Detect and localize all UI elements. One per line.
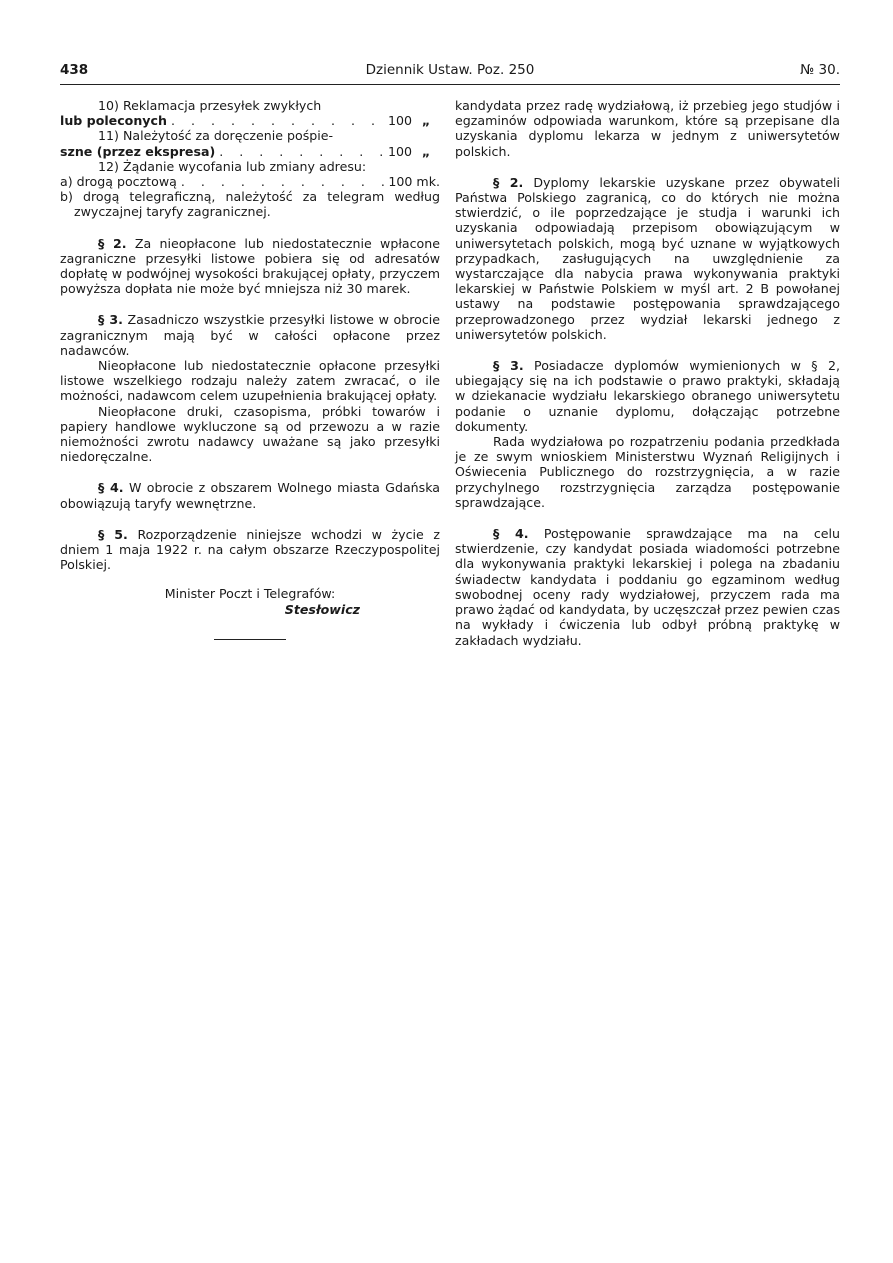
item12-a-amount: 100 mk.: [388, 174, 440, 190]
right-sec4-label: § 4.: [493, 526, 529, 542]
closing-rule: [214, 639, 286, 640]
tariff-item-10: [60, 98, 440, 128]
leader-dots: [219, 144, 384, 159]
left-sec5-label: § 5.: [98, 526, 128, 542]
page-number: 438: [60, 62, 89, 78]
right-sec3-text: Posiadacze dyplomów wymienionych w § 2, ubiegający się na ich podstawie o prawo praktyki, składają w dziekanacie wydziału lekarskiego obranego uniwersytetu podanie o uznanie dyplomu, dołączając potrzebne dokumenty.: [455, 358, 840, 434]
right-column: [455, 98, 840, 648]
left-sec4-paragraph: [60, 480, 440, 510]
item12-a-row: [60, 174, 440, 189]
signature-title: Minister Poczt i Telegrafów:: [164, 586, 336, 602]
left-sec3-paragraph-2: Nieopłacone lub niedostatecznie opłacone przesyłki listowe wszelkiego rodzaju należy zatem zwracać, o ile możności, nadawcom celem uzupełnienia brakującej opłaty.: [60, 358, 440, 404]
left-sec3-paragraph-3: Nieopłacone druki, czasopisma, próbki towarów i papiery handlowe wykluczone są od przewozu a w razie niemożności zwrotu nadawcy uważane są jako przesyłki niedoręczalne.: [60, 403, 440, 465]
item11-amount: 100: [387, 143, 412, 159]
leader-dots: [171, 113, 384, 128]
left-sec5-text: Rozporządzenie niniejsze wchodzi w życie z dniem 1 maja 1922 r. na całym obszarze Rzeczypospolitej Polskiej.: [60, 526, 440, 573]
right-sec2-label: § 2.: [493, 174, 524, 190]
issue-number: № 30.: [800, 62, 840, 78]
item10-label: lub poleconych: [60, 113, 167, 129]
left-sec3-label: § 3.: [98, 312, 123, 328]
tariff-item-12: [60, 159, 440, 220]
left-column: [60, 98, 440, 640]
right-sec2-text: Dyplomy lekarskie uzyskane przez obywateli Państwa Polskiego zagranicą, co do których nie można stwierdzić, o ile poprzedzające je studja i warunki ich uzyskania odpowiadają przepisom obowiązującym w uniwersytetach polskich, mogą być uznane w wyjątkowych przypadkach, zasługujących na uwzględnienie za wystarczające dla nabycia prawa wykonywania praktyki lekarskiej w Państwie Polskiem w myśl art. 2 B powołanej ustawy na podstawie postępowania sprawdzającego przeprowadzonego przez wydział lekarski jednego z uniwersytetów polskich.: [455, 174, 840, 342]
right-sec3-paragraph-2: Rada wydziałowa po rozpatrzeniu podania przedkłada je ze swym wnioskiem Ministerstwu Wyznań Religijnych i Oświecenia Publicznego do rozstrzygnięcia, a w razie przychylnego rozstrzygnięcia zarządza postępowanie sprawdzające.: [455, 434, 840, 510]
journal-title: Dziennik Ustaw. Poz. 250: [365, 62, 535, 78]
left-sec2-text: Za nieopłacone lub niedostatecznie wpłacone zagraniczne przesyłki listowe pobiera się od adresatów dopłatę w podwójnej wysokości brakującej opłaty, przyczem powyższa dopłata nie może być mniejsza niż 30 marek.: [60, 235, 440, 297]
leader-dots: [181, 174, 385, 189]
item11-row: [60, 144, 440, 159]
item10-line1: 10) Reklamacja przesyłek zwykłych: [98, 98, 322, 113]
item12-line1: 12) Żądanie wycofania lub zmiany adresu:: [98, 158, 367, 174]
item10-row: [60, 113, 440, 128]
item12-b-text: b) drogą telegraficzną, należytość za telegram według zwyczajnej taryfy zagranicznej.: [60, 189, 440, 220]
right-sec4-paragraph: [455, 526, 840, 648]
left-sec4-text: W obrocie z obszarem Wolnego miasta Gdańska obowiązują taryfy wewnętrzne.: [60, 480, 440, 511]
item10-amount: 100: [387, 113, 412, 129]
right-sec3-paragraph: [455, 358, 840, 434]
item12-a-label: a) drogą pocztową: [60, 174, 177, 190]
left-sec5-paragraph: [60, 527, 440, 573]
left-sec3-text: Zasadniczo wszystkie przesyłki listowe w obrocie zagranicznym mają być w całości opłacone przez nadawców.: [60, 312, 440, 358]
page-header: [60, 62, 840, 85]
right-sec2-paragraph: [455, 175, 840, 342]
left-sec4-label: § 4.: [98, 480, 124, 496]
left-sec3-paragraph: [60, 312, 440, 358]
right-intro-paragraph: kandydata przez radę wydziałową, iż przebieg jego studjów i egzaminów odpowiada warunkom, które są przepisane dla uzyskania dyplomu lekarza w jednym z uniwersytetów polskich.: [455, 98, 840, 159]
item11-line1: 11) Należytość za doręczenie pośpie-: [98, 128, 334, 144]
tariff-item-11: [60, 128, 440, 158]
signature-name: Stesłowicz: [284, 601, 360, 617]
item11-label: szne (przez ekspresa): [60, 143, 216, 159]
left-sec2-paragraph: [60, 236, 440, 297]
item10-unit: „: [421, 113, 431, 129]
left-sec2-label: § 2.: [98, 235, 127, 251]
item11-unit: „: [421, 143, 431, 159]
right-sec4-text: Postępowanie sprawdzające ma na celu stwierdzenie, czy kandydat posiada wiadomości potrzebne dla wykonywania praktyki lekarskiej i polega na zbadaniu świadectw kandydata i poddaniu go egzaminom według swobodnej oceny rady wydziałowej, przyczem rada ma prawo żądać od kandydata, by uczęszczał przez pewien czas na wykłady i ćwiczenia lub odbył próbną praktykę w zakładach wydziału.: [455, 526, 840, 648]
right-sec3-label: § 3.: [493, 358, 524, 374]
